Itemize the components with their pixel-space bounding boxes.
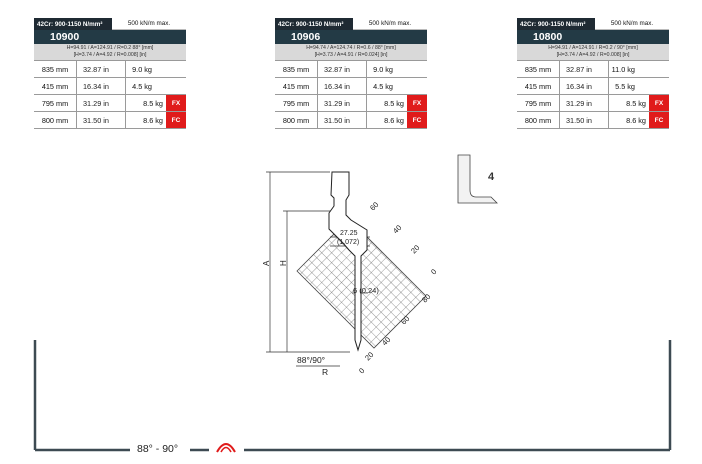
load-label: 500 kN/m max. <box>112 18 186 30</box>
weight: 5.5 kg <box>609 78 650 95</box>
length-mm: 415 mm <box>275 78 318 95</box>
dimensions-in: [H=3.74 / A=4.92 / R=0.008] [in] <box>73 52 147 58</box>
grid-label: 60 <box>368 200 381 213</box>
weight: 8.5 kg <box>126 95 167 112</box>
length-mm: 835 mm <box>517 61 560 78</box>
dim-h-label: H <box>279 260 288 266</box>
grid-label: 20 <box>409 243 422 256</box>
length-in: 32.87 in <box>77 61 126 78</box>
material-label: 42Cr: 900-1150 N/mm² <box>275 18 353 30</box>
variant-tag: FX <box>407 95 427 112</box>
load-label: 500 kN/m max. <box>595 18 669 30</box>
radius-label: R <box>322 367 329 377</box>
length-mm: 835 mm <box>275 61 318 78</box>
product-code: 10800 <box>517 30 669 44</box>
angle-range-label: 88° - 90° <box>134 443 181 455</box>
length-in: 16.34 in <box>318 78 367 95</box>
length-mm: 795 mm <box>275 95 318 112</box>
length-in: 32.87 in <box>318 61 367 78</box>
grid-label: 60 <box>399 314 412 327</box>
weight: 8.6 kg <box>126 112 167 129</box>
load-label: 500 kN/m max. <box>353 18 427 30</box>
dim-top-label: 27.25 <box>340 230 358 237</box>
length-in: 32.87 in <box>560 61 609 78</box>
product-code: 10906 <box>275 30 427 44</box>
material-label: 42Cr: 900-1150 N/mm² <box>34 18 112 30</box>
length-mm: 800 mm <box>34 112 77 129</box>
weight: 8.5 kg <box>367 95 408 112</box>
grid-label: 0 <box>429 267 439 277</box>
weight: 8.6 kg <box>609 112 650 129</box>
grid-label: 40 <box>380 335 393 348</box>
variant-tag: FC <box>649 112 669 129</box>
grid-label: 0 <box>357 366 367 376</box>
dim-top-in-label: (1.072) <box>337 239 360 246</box>
section-number: 4 <box>488 171 495 183</box>
arch-logo-icon <box>217 444 235 452</box>
grid-label: 80 <box>420 292 433 305</box>
length-mm: 800 mm <box>275 112 318 129</box>
variant-tag: FX <box>166 95 186 112</box>
length-in: 16.34 in <box>560 78 609 95</box>
grid-label: 20 <box>363 350 376 363</box>
length-in: 31.50 in <box>560 112 609 129</box>
dimensions-mm: H=94.74 / A=124.74 / R=0.6 / 88° [mm] <box>306 45 396 51</box>
length-mm: 835 mm <box>34 61 77 78</box>
length-mm: 795 mm <box>34 95 77 112</box>
weight: 8.6 kg <box>367 112 408 129</box>
weight: 4.5 kg <box>126 78 167 95</box>
weight: 8.5 kg <box>609 95 650 112</box>
dimensions-mm: H=94.91 / A=124.91 / R=0.2 / 90° [mm] <box>548 45 638 51</box>
product-code: 10900 <box>34 30 186 44</box>
length-mm: 415 mm <box>34 78 77 95</box>
dimensions-in: [H=3.74 / A=4.92 / R=0.008] [in] <box>556 52 630 58</box>
variant-tag: FC <box>407 112 427 129</box>
length-mm: 415 mm <box>517 78 560 95</box>
dim-mid-label: 6 (0.24) <box>353 286 379 295</box>
dim-a-label: A <box>262 260 271 266</box>
length-in: 31.29 in <box>560 95 609 112</box>
variant-tag: FX <box>649 95 669 112</box>
weight: 4.5 kg <box>367 78 408 95</box>
length-in: 31.50 in <box>77 112 126 129</box>
length-mm: 795 mm <box>517 95 560 112</box>
length-in: 31.29 in <box>318 95 367 112</box>
length-in: 16.34 in <box>77 78 126 95</box>
length-in: 31.29 in <box>77 95 126 112</box>
grid-label: 40 <box>391 223 404 236</box>
dimensions-in: [H=3.73 / A=4.91 / R=0.024] [in] <box>314 52 388 58</box>
material-label: 42Cr: 900-1150 N/mm² <box>517 18 595 30</box>
dimensions-mm: H=94.91 / A=124.91 / R=0.2 88° [mm] <box>66 45 154 51</box>
weight: 11.0 kg <box>609 61 650 78</box>
length-mm: 800 mm <box>517 112 560 129</box>
page-frame <box>35 340 670 450</box>
angle-label: 88°/90° <box>297 355 326 365</box>
variant-tag: FC <box>166 112 186 129</box>
weight: 9.0 kg <box>367 61 408 78</box>
length-in: 31.50 in <box>318 112 367 129</box>
weight: 9.0 kg <box>126 61 167 78</box>
